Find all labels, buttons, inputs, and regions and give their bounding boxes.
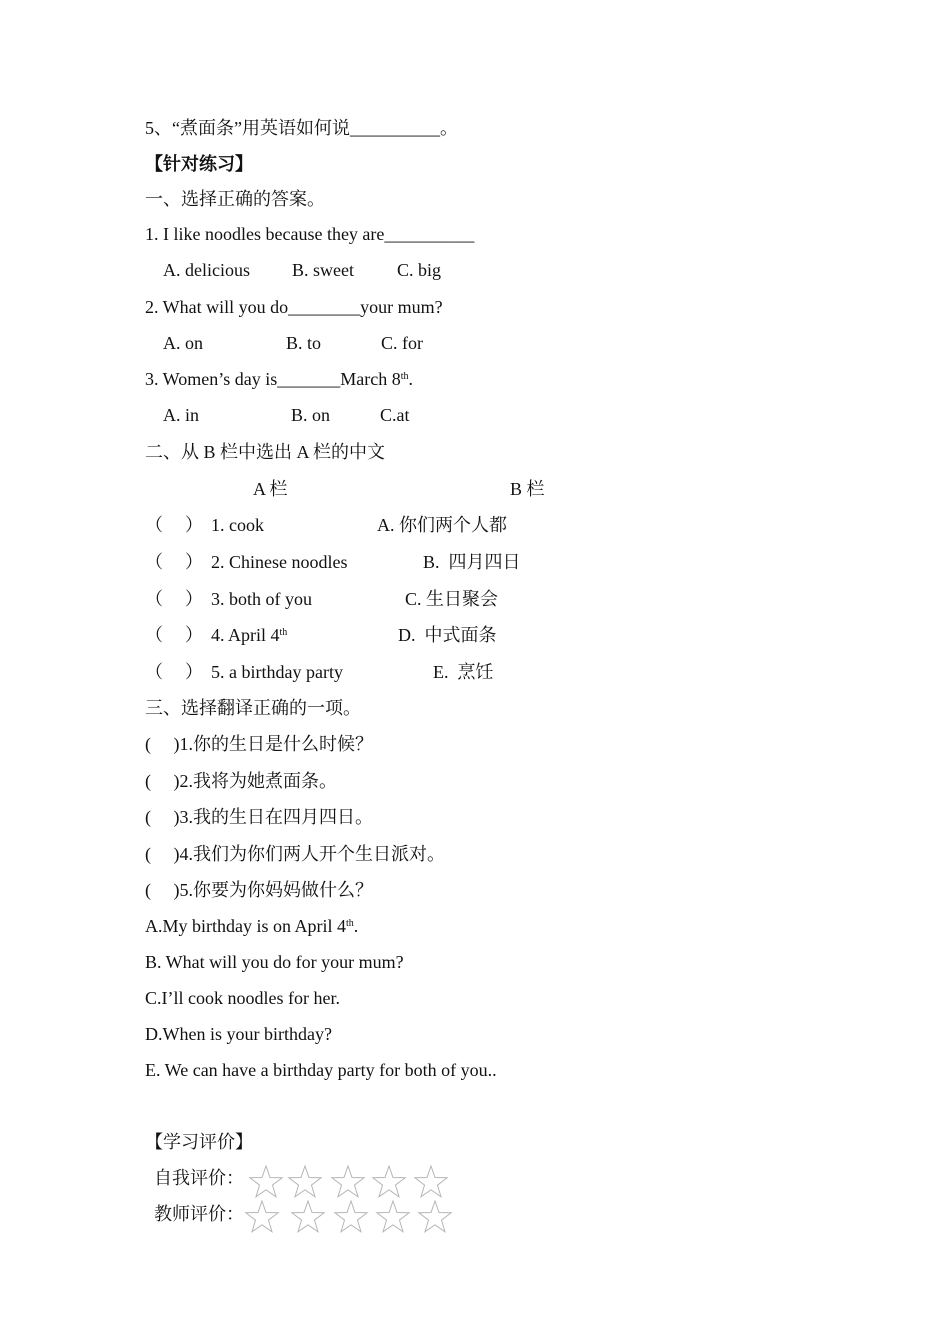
self-evaluation-label: 自我评价： [154,1168,244,1188]
translation-item: ( )4.我们为你们两人开个生日派对。 [145,844,445,864]
q3-option-a: A. in [163,405,199,425]
column-a-header: A 栏 [253,479,288,499]
column-a-item: 3. both of you [211,589,312,609]
star-outline-icon[interactable] [416,1200,454,1234]
column-b-item: B. 四月四日 [423,552,521,572]
answer-option: B. What will you do for your mum? [145,952,404,972]
q3-option-c: C.at [380,405,410,425]
column-a-item: 5. a birthday party [211,662,343,682]
q3-period: . [408,369,413,389]
practice-title: 【针对练习】 [145,154,253,174]
q3-superscript: th [400,371,409,382]
q2-option-a: A. on [163,333,203,353]
superscript: th [346,918,354,929]
column-a-text: 4. April 4 [211,625,280,645]
answer-option: D.When is your birthday? [145,1024,332,1044]
column-a-item: 1. cook [211,515,264,535]
q2-option-c: C. for [381,333,423,353]
star-outline-icon[interactable] [370,1165,408,1199]
section1-q1: 1. I like noodles because they are__________ [145,224,475,244]
answer-option: E. We can have a birthday party for both of you.. [145,1060,497,1080]
blank-paren-left[interactable]: （ [145,625,163,645]
blank-paren-left[interactable]: （ [145,589,163,609]
section2-title: 二、从 B 栏中选出 A 栏的中文 [145,442,386,462]
answer-option: C.I’ll cook noodles for her. [145,988,340,1008]
column-b-item: E. 烹饪 [433,662,494,682]
answer-option [145,915,358,937]
question-5: 5、“煮面条”用英语如何说__________。 [145,118,458,138]
teacher-evaluation-label: 教师评价： [154,1204,244,1224]
column-b-item: C. 生日聚会 [405,589,499,609]
q3-option-b: B. on [291,405,331,425]
evaluation-title: 【学习评价】 [145,1132,253,1152]
superscript: th [279,627,288,638]
q2-option-b: B. to [286,333,322,353]
column-a-item: 2. Chinese noodles [211,552,348,572]
star-outline-icon[interactable] [332,1200,370,1234]
star-outline-icon[interactable] [374,1200,412,1234]
blank-paren-left[interactable]: （ [145,662,163,682]
q3-text: 3. Women’s day is_______March 8 [145,369,401,389]
star-outline-icon[interactable] [329,1165,367,1199]
q1-option-a: A. delicious [163,260,250,280]
section1-q2: 2. What will you do________your mum? [145,297,443,317]
section1-title: 一、选择正确的答案。 [145,189,325,209]
star-outline-icon[interactable] [247,1165,285,1199]
star-outline-icon[interactable] [289,1200,327,1234]
star-outline-icon[interactable] [412,1165,450,1199]
translation-item: ( )3.我的生日在四月四日。 [145,807,373,827]
section1-q3 [145,368,413,390]
blank-paren-left[interactable]: （ [145,552,163,572]
q1-option-b: B. sweet [292,260,354,280]
column-b-item: A. 你们两个人都 [377,515,507,535]
blank-paren-left[interactable]: （ [145,515,163,535]
blank-paren-right: ） [185,515,203,535]
column-b-header: B 栏 [510,479,545,499]
star-outline-icon[interactable] [243,1200,281,1234]
translation-item: ( )2.我将为她煮面条。 [145,771,337,791]
translation-item: ( )1.你的生日是什么时候？ [145,734,373,754]
blank-paren-right: ） [185,662,203,682]
translation-item: ( )5.你要为你妈妈做什么？ [145,880,373,900]
answer-period: . [353,916,359,936]
blank-paren-right: ） [185,625,203,645]
star-outline-icon[interactable] [286,1165,324,1199]
section3-title: 三、选择翻译正确的一项。 [145,698,361,718]
column-a-item [211,624,287,646]
blank-paren-right: ） [185,589,203,609]
blank-paren-right: ） [185,552,203,572]
q1-option-c: C. big [397,260,442,280]
column-b-item: D. 中式面条 [398,625,497,645]
answer-text: A.My birthday is on April 4 [145,916,346,936]
